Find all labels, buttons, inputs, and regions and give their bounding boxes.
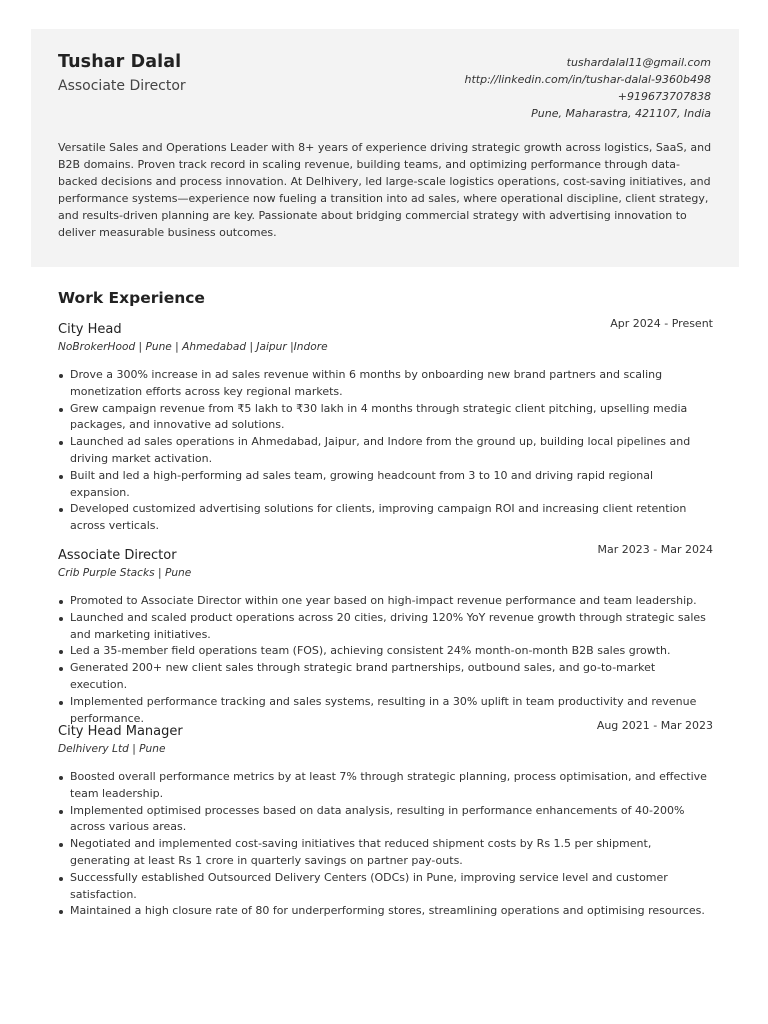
job-title: City Head Manager xyxy=(58,724,183,739)
candidate-name: Tushar Dalal xyxy=(58,52,182,72)
job-entry xyxy=(58,719,713,920)
section-title-work-experience: Work Experience xyxy=(58,289,205,307)
job-title: City Head xyxy=(58,322,122,337)
list-item: Implemented optimised processes based on data analysis, resulting in performance enhancements of 40-200% across various areas. xyxy=(58,803,713,837)
list-item: Successfully established Outsourced Delivery Centers (ODCs) in Pune, improving service level and customer satisfaction. xyxy=(58,870,713,904)
list-item: Negotiated and implemented cost-saving initiatives that reduced shipment costs by Rs 1.5 per shipment, generating at least Rs 1 crore in quarterly savings on partner pay-outs. xyxy=(58,836,713,870)
job-bullets xyxy=(58,593,713,727)
contact-block xyxy=(465,54,712,122)
list-item: Promoted to Associate Director within one year based on high-impact revenue performance and team leadership. xyxy=(58,593,713,610)
job-company: NoBrokerHood | Pune | Ahmedabad | Jaipur |Indore xyxy=(58,341,328,353)
list-item: Grew campaign revenue from ₹5 lakh to ₹30 lakh in 4 months through strategic client pitching, upselling media packages, and innovative ad solutions. xyxy=(58,401,713,435)
email-link[interactable]: tushardalal11@gmail.com xyxy=(566,56,711,69)
phone-number: +919673707838 xyxy=(617,90,711,103)
list-item: Maintained a high closure rate of 80 for underperforming stores, streamlining operations and optimising resources. xyxy=(58,903,713,920)
linkedin-link[interactable]: http://linkedin.com/in/tushar-dalal-9360b498 xyxy=(464,73,711,86)
job-bullets xyxy=(58,367,713,535)
job-company: Delhivery Ltd | Pune xyxy=(58,743,166,755)
list-item: Launched and scaled product operations across 20 cities, driving 120% YoY revenue growth through strategic sales and marketing initiatives. xyxy=(58,610,713,644)
job-entry xyxy=(58,317,713,535)
job-entry xyxy=(58,543,713,727)
job-bullets xyxy=(58,769,713,920)
list-item: Launched ad sales operations in Ahmedabad, Jaipur, and Indore from the ground up, building local pipelines and driving market activation. xyxy=(58,434,713,468)
list-item: Built and led a high-performing ad sales team, growing headcount from 3 to 10 and driving rapid regional expansion. xyxy=(58,468,713,502)
job-dates: Mar 2023 - Mar 2024 xyxy=(597,543,713,556)
location: Pune, Maharastra, 421107, India xyxy=(531,107,711,120)
list-item: Boosted overall performance metrics by at least 7% through strategic planning, process optimisation, and effective team leadership. xyxy=(58,769,713,803)
professional-summary: Versatile Sales and Operations Leader with 8+ years of experience driving strategic growth across logistics, SaaS, and B2B domains. Proven track record in scaling revenue, building teams, and optimizing performance through data-backed decisions and process innovation. At Delhivery, led large-scale logistics operations, cost-saving initiatives, and performance systems—experience now fueling a transition into ad sales, where operational discipline, client strategy, and results-driven planning are key. Passionate about bridging commercial strategy with advertising innovation to deliver measurable business outcomes. xyxy=(58,141,712,239)
list-item: Developed customized advertising solutions for clients, improving campaign ROI and increasing client retention across verticals. xyxy=(58,501,713,535)
list-item: Led a 35-member field operations team (FOS), achieving consistent 24% month-on-month B2B sales growth. xyxy=(58,643,713,660)
candidate-role: Associate Director xyxy=(58,78,186,94)
job-company: Crib Purple Stacks | Pune xyxy=(58,567,192,579)
list-item: Implemented performance tracking and sales systems, resulting in a 30% uplift in team productivity and revenue performance. xyxy=(58,694,713,728)
list-item: Generated 200+ new client sales through strategic brand partnerships, outbound sales, and go-to-market execution. xyxy=(58,660,713,694)
list-item: Drove a 300% increase in ad sales revenue within 6 months by onboarding new brand partners and scaling monetization efforts across key regional markets. xyxy=(58,367,713,401)
job-dates: Apr 2024 - Present xyxy=(610,317,713,330)
job-dates: Aug 2021 - Mar 2023 xyxy=(596,719,713,732)
job-title: Associate Director xyxy=(58,548,177,563)
